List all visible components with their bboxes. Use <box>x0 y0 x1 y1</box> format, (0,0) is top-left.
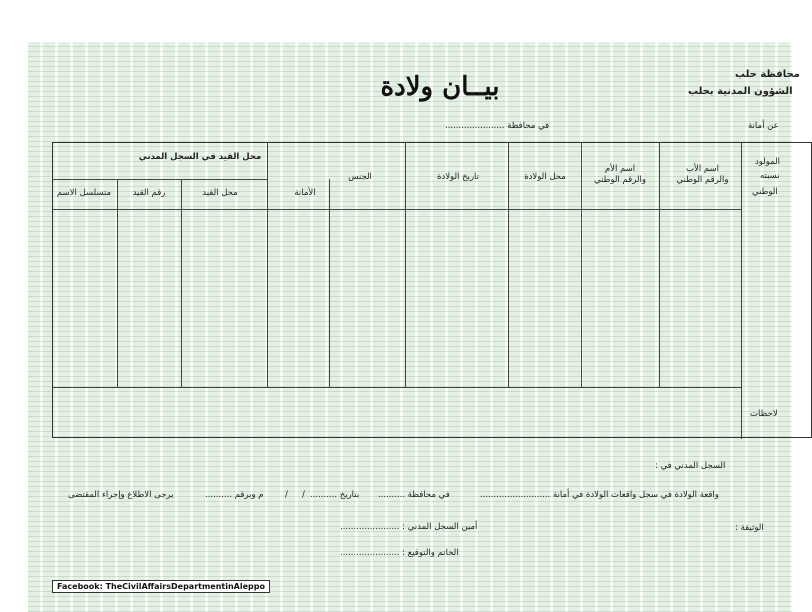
birth-register-table <box>52 142 812 438</box>
col-seq-name: متسلسل الاسم <box>56 188 112 198</box>
date-slash-1: / <box>302 490 305 500</box>
col-relation: نسبته <box>760 171 780 181</box>
civil-registry-line: السجل المدني في : <box>655 461 726 471</box>
facebook-footer: Facebook: TheCivilAffairsDepartmentinAleppo <box>52 580 270 593</box>
col-sex: الجنس <box>348 172 372 182</box>
governorate-text: في محافظة .......... <box>378 490 450 500</box>
col-reg-place: محل القيد <box>202 188 238 198</box>
col-national: الوطني <box>752 187 778 197</box>
governorate-line: في محافظة ...................... <box>445 121 550 131</box>
notes-label: لاحظات <box>750 409 778 419</box>
birth-event-line: واقعة الولادة في سجل واقعات الولادة في أمانة .......................... <box>480 490 719 500</box>
col-newborn: المولود <box>755 157 781 167</box>
number-text: م وبرقم .......... <box>205 490 264 500</box>
date-slash-2: / <box>285 490 288 500</box>
col-birthplace: محل الولادة <box>524 172 566 182</box>
governorate-label: محافظة حلب <box>735 69 800 80</box>
directorate-label: الشؤون المدنية بحلب <box>688 86 793 97</box>
request-text: يرجى الاطلاع وإجراء المقتضى <box>68 490 174 500</box>
from-amana-line: عن أمانة <box>748 121 779 131</box>
col-amana: الأمانة <box>294 188 316 198</box>
col-reg-no: رقم القيد <box>132 188 166 198</box>
document-line: الوثيقة : <box>735 523 764 533</box>
seal-signature-line: الخاتم والتوقيع : ...................... <box>340 548 459 558</box>
registry-group-header: محل القيد في السجل المدني <box>138 152 262 162</box>
registrar-line: أمين السجل المدني : ...................... <box>340 522 478 532</box>
col-birthdate: تاريخ الولادة <box>436 172 480 182</box>
date-text: بتاريخ .......... <box>310 490 360 500</box>
col-mother: اسم الأم والرقم الوطني <box>594 164 646 185</box>
col-father: اسم الأب والرقم الوطني <box>676 164 729 185</box>
form-title: بيــان ولادة <box>380 72 500 102</box>
